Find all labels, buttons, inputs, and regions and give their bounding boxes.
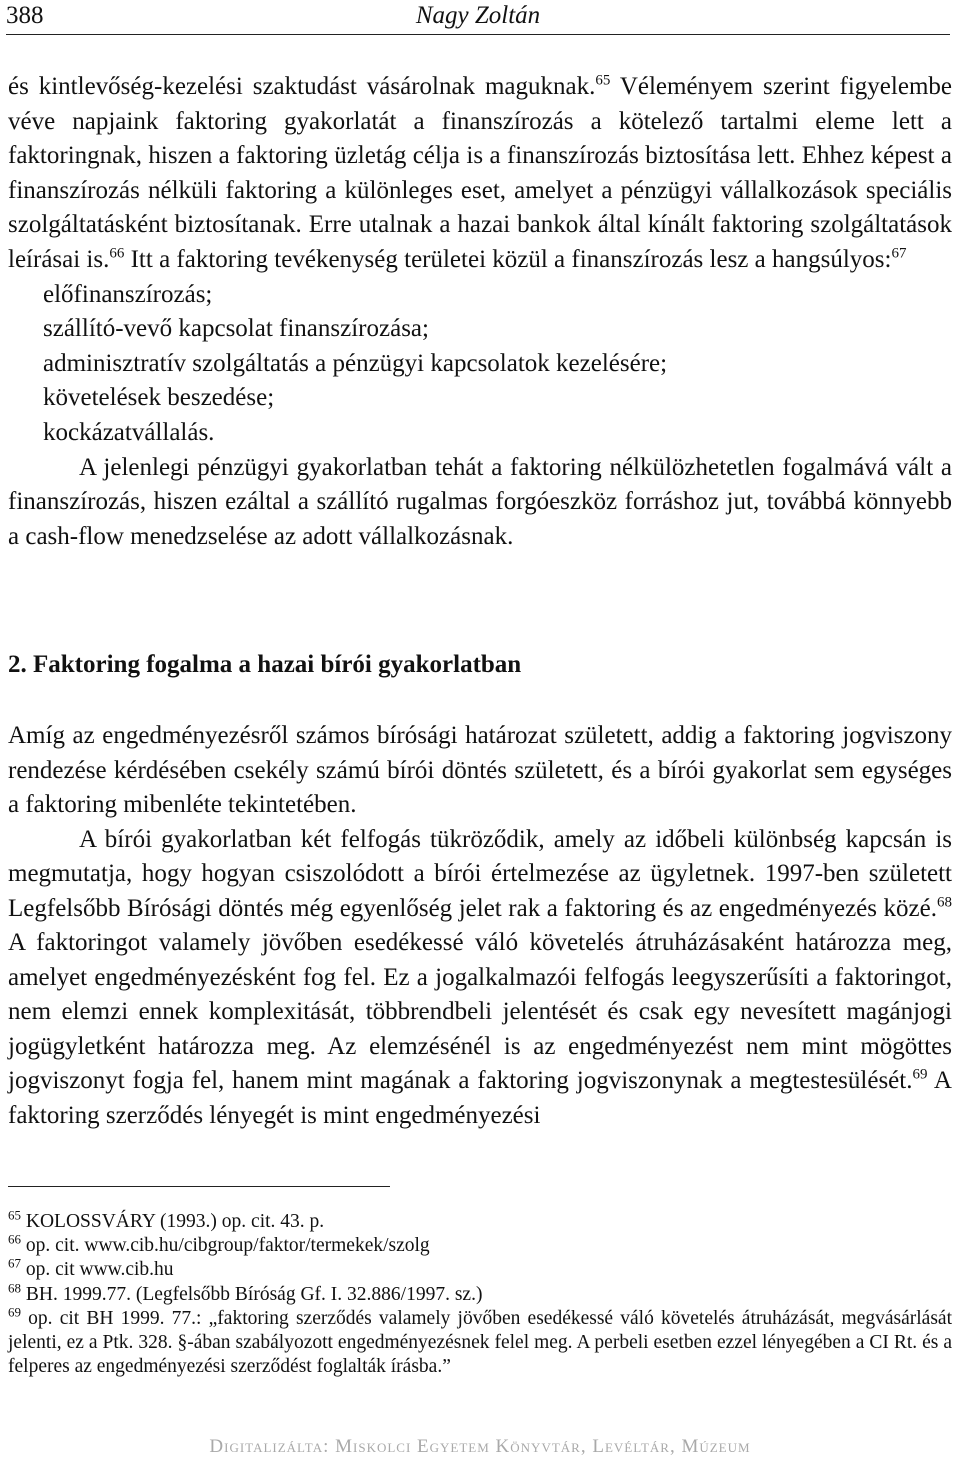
footnote-item	[8, 1207, 952, 1234]
footnote-text: op. cit. www.cib.hu/cibgroup/faktor/termekek/szolg	[25, 1235, 430, 1257]
footnote-ref-68[interactable]: 68	[937, 894, 952, 911]
body-text-top	[8, 70, 952, 554]
paragraph-4	[8, 823, 952, 1134]
paragraph-2: A jelenlegi pénzügyi gyakorlatban tehát a faktoring nélkülözhetetlen fogalmává vált a finanszírozás, hiszen ezáltal a szállító rugalmas forgóeszköz forráshoz jut, továbbá könnyebb a cash-flow menedzselése az adott vállalkozásnak.	[8, 453, 952, 550]
footnote-separator	[8, 1186, 390, 1187]
list-item: kockázatvállalás.	[43, 418, 215, 446]
footnote-text: op. cit BH 1999. 77.: „faktoring szerződés valamely jövőben esedékessé váló követelés átruházását, megvásárlását jelenti, ez a Ptk. 328. §-ában szabályozott engedményezésnek felel meg. A perbeli esetben ezzel lényegében a CI Rt. és a felperes az engedményezési szerződést foglalták írásba.”	[8, 1307, 952, 1378]
paragraph-1-text-c: Itt a faktoring tevékenység területei közül a finanszírozás lesz a hangsúlyos:	[124, 245, 892, 273]
running-header	[6, 0, 950, 35]
footnote-number: 69	[8, 1304, 21, 1320]
paragraph-4-text-b: A faktoringot valamely jövőben esedékessé váló követelés átruházásaként határozza meg, amelyet engedményezésként fog fel. Ez a jogalkalmazói felfogás leegyszerűsíti a faktoringot, nem elemzi ennek komplexitását, többrendbeli jelentését és csak egy nevesített magánjogi jogügyletként határozza meg. Az elemzésénél is az engedményezést nem mint mögöttes jogviszonyt fogja fel, hanem mint magának a faktoring jogviszonynak a megtestesülését.	[8, 929, 952, 1094]
footnote-text: BH. 1999.77. (Legfelsőbb Bíróság Gf. I. 32.886/1997. sz.)	[25, 1283, 483, 1305]
paragraph-3: Amíg az engedményezésről számos bírósági határozat született, addig a faktoring jogviszony rendezése kérdésében csekély számú bírói döntés született, és a bírói gyakorlat sem egységes a faktoring mibenléte tekintetében.	[8, 722, 952, 818]
activity-list	[8, 278, 952, 451]
footnote-ref-69[interactable]: 69	[912, 1066, 928, 1083]
footnote-text: KOLOSSVÁRY (1993.) op. cit. 43. p.	[25, 1211, 325, 1232]
footnote-number: 66	[8, 1231, 21, 1247]
list-item: előfinanszírozás;	[43, 280, 213, 308]
footnote-text: op. cit www.cib.hu	[25, 1259, 174, 1281]
paragraph-1-text-a: és kintlevőség-kezelési szaktudást vásárolnak maguknak.	[8, 73, 596, 100]
footnotes	[8, 1207, 952, 1379]
footnote-item	[8, 1255, 952, 1282]
footnote-ref-65[interactable]: 65	[595, 72, 611, 89]
digitization-watermark: Digitalizálta: Miskolci Egyetem Könyvtár, Levéltár, Múzeum	[209, 1436, 751, 1457]
footnote-number: 67	[8, 1255, 21, 1271]
paragraph-4-text-a: A bírói gyakorlatban két felfogás tükröződik, amely az időbeli különbség kapcsán is megmutatja, hogy hogyan csiszolódott a bírói értelmezése az ügyletnek. 1997-ben született Legfelsőbb Bírósági döntés még egyenlőség jelet rak a faktoring és az engedményezés közé.	[8, 825, 952, 922]
footnote-item	[8, 1231, 952, 1258]
list-item: adminisztratív szolgáltatás a pénzügyi kapcsolatok kezelésére;	[43, 349, 668, 377]
list-item: követelések beszedése;	[43, 384, 275, 412]
paragraph-1	[8, 70, 952, 278]
list-item: szállító-vevő kapcsolat finanszírozása;	[43, 315, 429, 343]
paragraph-1-text-b: Véleményem szerint figyelembe véve napjaink faktoring gyakorlatát a finanszírozás a kötelező tartalmi eleme lett a faktoringnak, hiszen a faktoring üzletág célja is a finanszírozás biztosítása lett. Ehhez képest a finanszírozás nélküli faktoring a különleges eset, amelyet a pénzügyi vállalkozások speciális szolgáltatásként biztosítanak. Erre utalnak a hazai bankok által kínált faktoring szolgáltatások leírásai is.	[8, 73, 952, 273]
footnote-number: 68	[8, 1280, 21, 1296]
page-number: 388	[6, 2, 44, 29]
footnote-ref-67[interactable]: 67	[891, 245, 907, 262]
footnote-ref-66[interactable]: 66	[109, 245, 125, 262]
footnote-item	[8, 1304, 952, 1380]
paragraph-4-text-c: A faktoring szerződés lényegét is mint engedményezési	[8, 1067, 952, 1129]
footnote-number: 65	[8, 1207, 21, 1223]
section-heading: 2. Faktoring fogalma a hazai bírói gyakorlatban	[8, 651, 522, 678]
running-author: Nagy Zoltán	[415, 2, 541, 29]
body-text-section-2	[8, 719, 952, 1133]
footnote-item	[8, 1280, 952, 1307]
